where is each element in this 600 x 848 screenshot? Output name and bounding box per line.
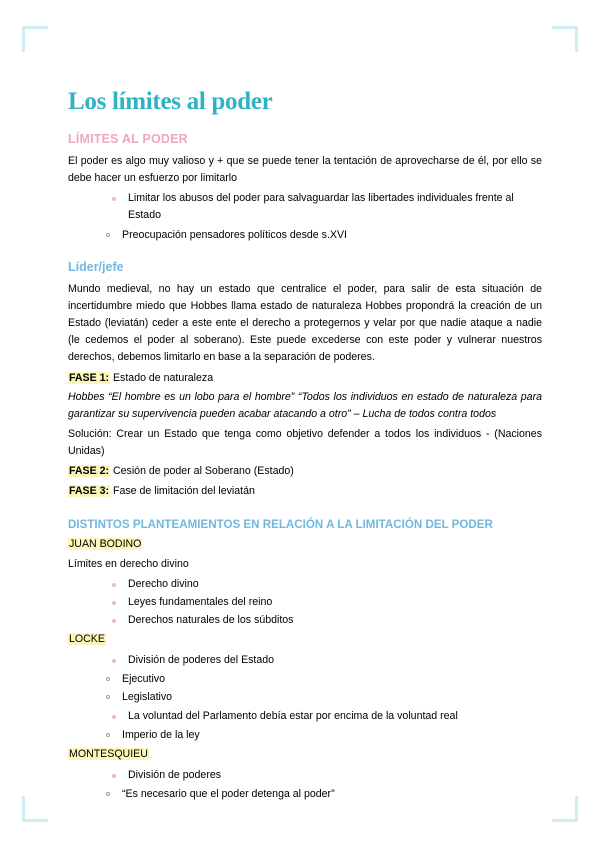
list-item: “Es necesario que el poder detenga al poder” (104, 786, 542, 803)
list-locke-a-sub (68, 671, 542, 706)
author-name-montesquieu (68, 746, 542, 763)
list-locke-b (68, 708, 542, 725)
author-name-bodino (68, 536, 542, 553)
hobbes-quote-paragraph: Hobbes “El hombre es un lobo para el hombre” “Todos los individuos en estado de naturaleza para garantizar su supervivencia pueden acabar atacando a otro” – Lucha de todos contra todos (68, 390, 542, 420)
list-item: Derechos naturales de los súbditos (110, 612, 542, 629)
list-bodino (68, 576, 542, 629)
fase-1-label: FASE 1: (69, 371, 110, 384)
list-item: Legislativo (104, 689, 542, 706)
list-item: División de poderes (110, 767, 542, 784)
fase-1-line (68, 370, 542, 387)
fase-3-line (68, 483, 542, 500)
fase-2-text: Cesión de poder al Soberano (Estado) (110, 465, 294, 478)
corner-mark-bottom-left-horizontal (22, 819, 48, 822)
corner-mark-bottom-right-vertical (575, 796, 578, 822)
page-title: Los límites al poder (68, 88, 273, 115)
author-name-locke (68, 631, 542, 648)
heading-lider-jefe: Líder/jefe (68, 259, 124, 274)
list-item: Derecho divino (110, 576, 542, 593)
list-item: Imperio de la ley (104, 727, 542, 744)
fase-3-text: Fase de limitación del leviatán (110, 484, 255, 497)
list-item: Leyes fundamentales del reino (110, 594, 542, 611)
list-item: La voluntad del Parlamento debía estar por encima de la voluntad real (110, 708, 542, 725)
author-label: JUAN BODINO (69, 537, 142, 550)
heading-limites-al-poder: LÍMITES AL PODER (68, 132, 188, 146)
list-montesquieu (68, 767, 542, 784)
corner-mark-top-left-horizontal (22, 26, 48, 29)
heading-distintos-planteamientos: DISTINTOS PLANTEAMIENTOS EN RELACIÓN A LA LIMITACIÓN DEL PODER (68, 517, 493, 531)
fase-2-line (68, 463, 542, 480)
list-montesquieu-sub (68, 786, 542, 803)
fase-3-label: FASE 3: (69, 484, 110, 497)
lider-paragraph: Mundo medieval, no hay un estado que centralice el poder, para salir de esta situación de incertidumbre miedo que Hobbes llama estado de naturaleza Hobbes propondrá la creación de un Estado (leviatán) ceder a este ente el derecho a protegernos y velar por que nadie ataque a nadie (le cedemos el poder al soberano). Este puede excederse con este poder y vulnerar nuestros derechos, debemos limitarlo en base a la separación de poderes. (68, 282, 542, 364)
corner-mark-top-left-vertical (22, 26, 25, 52)
corner-mark-top-right-vertical (575, 26, 578, 52)
list-item: Preocupación pensadores políticos desde s.XVI (104, 227, 542, 244)
list-limites-level2 (68, 227, 542, 244)
corner-mark-bottom-left-vertical (22, 796, 25, 822)
list-locke-a (68, 652, 542, 669)
solucion-paragraph: Solución: Crear un Estado que tenga como objetivo defender a todos los individuos - (Naciones Unidas) (68, 428, 542, 458)
list-item: Ejecutivo (104, 671, 542, 688)
list-item: Limitar los abusos del poder para salvaguardar las libertades individuales frente al Estado (110, 190, 542, 224)
fase-1-text: Estado de naturaleza (110, 371, 214, 384)
bodino-lead: Límites en derecho divino (68, 557, 189, 570)
list-locke-b-sub (68, 727, 542, 744)
list-item: División de poderes del Estado (110, 652, 542, 669)
intro-paragraph: El poder es algo muy valioso y + que se puede tener la tentación de aprovecharse de él, por ello se debe hacer un esfuerzo por limitarlo (68, 155, 542, 185)
fase-2-label: FASE 2: (69, 465, 110, 478)
list-limites-level1 (68, 190, 542, 224)
author-label: MONTESQUIEU (69, 748, 148, 761)
author-label: LOCKE (69, 633, 105, 646)
